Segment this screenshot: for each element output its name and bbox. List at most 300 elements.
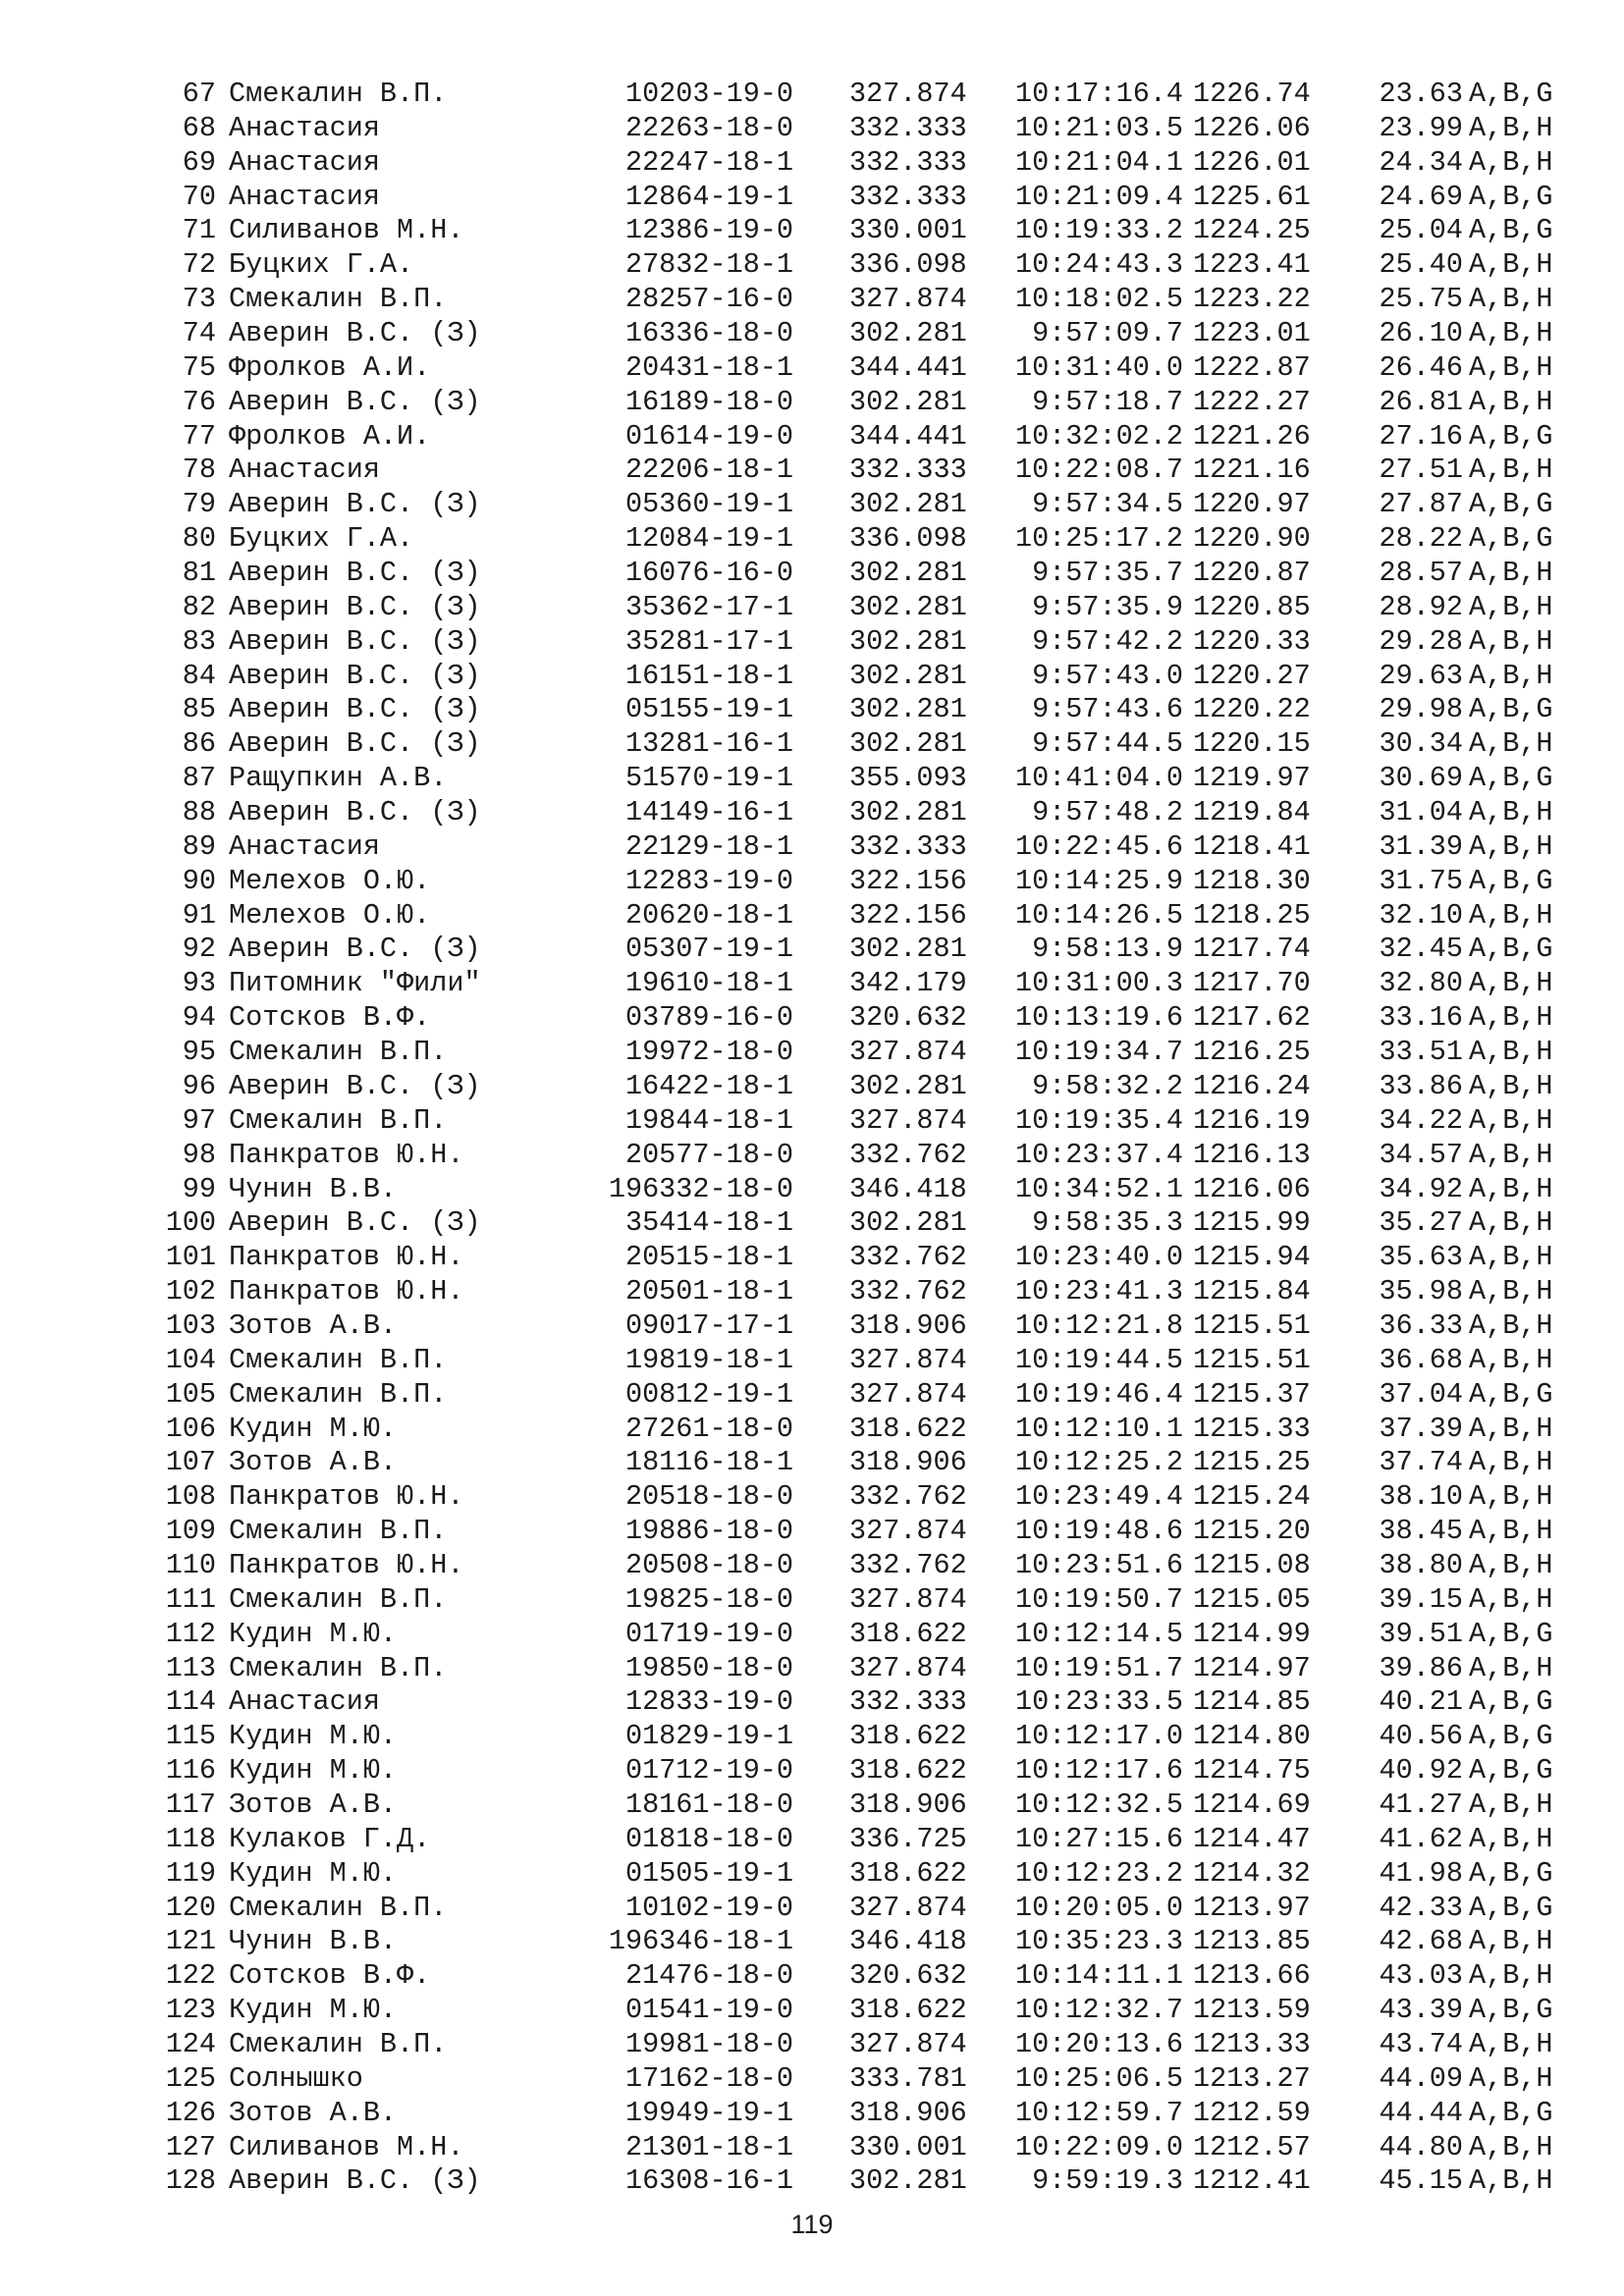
row-number: 99	[182, 1172, 216, 1205]
arrival-time: 9:58:32.2	[1032, 1069, 1183, 1102]
ring-number: 20508-18-0	[624, 1548, 793, 1581]
points-value: 1215.24	[1193, 1480, 1311, 1514]
table-row	[0, 1275, 1624, 1309]
ring-number: 20501-18-1	[624, 1275, 793, 1308]
coefficient-value: 23.99	[1379, 111, 1463, 144]
speed-value: 318.622	[849, 1720, 967, 1753]
row-number: 122	[165, 1959, 216, 1993]
speed-value: 332.333	[849, 454, 967, 487]
table-row	[0, 1515, 1624, 1549]
ring-number: 21476-18-0	[624, 1959, 793, 1993]
coefficient-value: 27.16	[1379, 419, 1463, 453]
speed-value: 302.281	[849, 727, 967, 761]
table-row	[0, 248, 1624, 283]
row-number: 104	[165, 1343, 216, 1376]
table-row	[0, 1892, 1624, 1926]
points-value: 1213.27	[1193, 2061, 1311, 2095]
points-value: 1226.06	[1193, 111, 1311, 144]
speed-value: 332.762	[849, 1241, 967, 1274]
points-value: 1213.59	[1193, 1994, 1311, 2027]
coefficient-value: 39.86	[1379, 1651, 1463, 1684]
speed-value: 332.762	[849, 1138, 967, 1171]
table-row	[0, 1480, 1624, 1515]
ring-number: 13281-16-1	[624, 727, 793, 761]
class-codes: A,B,H	[1469, 1308, 1553, 1342]
table-row	[0, 1070, 1624, 1104]
fancier-name: Смекалин В.П.	[229, 2027, 448, 2060]
arrival-time: 10:12:21.8	[1014, 1308, 1183, 1342]
fancier-name: Анастасия	[229, 111, 380, 144]
arrival-time: 9:57:43.6	[1032, 693, 1183, 726]
table-row	[0, 522, 1624, 557]
coefficient-value: 45.15	[1379, 2164, 1463, 2198]
fancier-name: Аверин В.С. (З)	[229, 590, 481, 623]
row-number: 73	[182, 283, 216, 316]
fancier-name: Анастасия	[229, 454, 380, 487]
fancier-name: Сотсков В.Ф.	[229, 1001, 431, 1035]
points-value: 1222.87	[1193, 350, 1311, 384]
points-value: 1226.01	[1193, 145, 1311, 179]
table-row	[0, 899, 1624, 934]
class-codes: A,B,G	[1469, 933, 1553, 966]
speed-value: 344.441	[849, 419, 967, 453]
points-value: 1215.51	[1193, 1343, 1311, 1376]
arrival-time: 10:23:33.5	[1014, 1685, 1183, 1719]
coefficient-value: 32.45	[1379, 933, 1463, 966]
coefficient-value: 36.68	[1379, 1343, 1463, 1376]
arrival-time: 10:12:32.7	[1014, 1994, 1183, 2027]
arrival-time: 10:12:59.7	[1014, 2096, 1183, 2129]
points-value: 1216.13	[1193, 1138, 1311, 1171]
ring-number: 20431-18-1	[624, 350, 793, 384]
coefficient-value: 40.92	[1379, 1754, 1463, 1788]
coefficient-value: 31.75	[1379, 864, 1463, 897]
row-number: 111	[165, 1582, 216, 1616]
class-codes: A,B,G	[1469, 1617, 1553, 1650]
fancier-name: Панкратов Ю.Н.	[229, 1548, 464, 1581]
speed-value: 336.098	[849, 522, 967, 556]
ring-number: 28257-16-0	[624, 283, 793, 316]
table-row	[0, 1857, 1624, 1892]
points-value: 1219.97	[1193, 762, 1311, 795]
table-row	[0, 454, 1624, 488]
points-value: 1215.05	[1193, 1582, 1311, 1616]
ring-number: 20577-18-0	[624, 1138, 793, 1171]
coefficient-value: 42.33	[1379, 1891, 1463, 1924]
coefficient-value: 43.03	[1379, 1959, 1463, 1993]
class-codes: A,B,G	[1469, 1891, 1553, 1924]
table-row	[0, 283, 1624, 317]
table-row	[0, 1583, 1624, 1618]
speed-value: 327.874	[849, 1343, 967, 1376]
table-row	[0, 1036, 1624, 1070]
speed-value: 302.281	[849, 659, 967, 692]
class-codes: A,B,H	[1469, 796, 1553, 829]
points-value: 1213.33	[1193, 2027, 1311, 2060]
points-value: 1215.20	[1193, 1515, 1311, 1548]
table-row	[0, 2028, 1624, 2062]
ring-number: 01541-19-0	[624, 1994, 793, 2027]
arrival-time: 10:22:45.6	[1014, 829, 1183, 863]
coefficient-value: 38.10	[1379, 1480, 1463, 1514]
arrival-time: 10:12:10.1	[1014, 1412, 1183, 1445]
coefficient-value: 42.68	[1379, 1925, 1463, 1958]
row-number: 97	[182, 1103, 216, 1137]
fancier-name: Чунин В.В.	[229, 1925, 398, 1958]
class-codes: A,B,H	[1469, 1480, 1553, 1514]
points-value: 1215.33	[1193, 1412, 1311, 1445]
points-value: 1220.90	[1193, 522, 1311, 556]
row-number: 85	[182, 693, 216, 726]
row-number: 84	[182, 659, 216, 692]
row-number: 127	[165, 2130, 216, 2163]
points-value: 1219.84	[1193, 796, 1311, 829]
ring-number: 19972-18-0	[624, 1036, 793, 1069]
coefficient-value: 25.75	[1379, 283, 1463, 316]
coefficient-value: 34.22	[1379, 1103, 1463, 1137]
ring-number: 16151-18-1	[624, 659, 793, 692]
class-codes: A,B,H	[1469, 1548, 1553, 1581]
points-value: 1220.85	[1193, 590, 1311, 623]
coefficient-value: 37.74	[1379, 1446, 1463, 1479]
fancier-name: Аверин В.С. (З)	[229, 2164, 481, 2198]
row-number: 93	[182, 967, 216, 1000]
class-codes: A,B,G	[1469, 1720, 1553, 1753]
table-row	[0, 1618, 1624, 1652]
arrival-time: 10:23:51.6	[1014, 1548, 1183, 1581]
arrival-time: 10:20:05.0	[1014, 1891, 1183, 1924]
ring-number: 22206-18-1	[624, 454, 793, 487]
arrival-time: 10:21:09.4	[1014, 180, 1183, 213]
row-number: 126	[165, 2096, 216, 2129]
fancier-name: Аверин В.С. (З)	[229, 693, 481, 726]
points-value: 1214.99	[1193, 1617, 1311, 1650]
class-codes: A,B,H	[1469, 659, 1553, 692]
row-number: 103	[165, 1308, 216, 1342]
ring-number: 35414-18-1	[624, 1206, 793, 1240]
points-value: 1214.97	[1193, 1651, 1311, 1684]
speed-value: 332.762	[849, 1275, 967, 1308]
class-codes: A,B,H	[1469, 1103, 1553, 1137]
table-row	[0, 591, 1624, 625]
class-codes: A,B,H	[1469, 145, 1553, 179]
coefficient-value: 29.63	[1379, 659, 1463, 692]
arrival-time: 10:35:23.3	[1014, 1925, 1183, 1958]
ring-number: 20515-18-1	[624, 1241, 793, 1274]
coefficient-value: 29.98	[1379, 693, 1463, 726]
table-row	[0, 1001, 1624, 1036]
speed-value: 318.906	[849, 1446, 967, 1479]
speed-value: 332.333	[849, 180, 967, 213]
speed-value: 302.281	[849, 488, 967, 521]
ring-number: 01829-19-1	[624, 1720, 793, 1753]
row-number: 74	[182, 317, 216, 350]
arrival-time: 10:24:43.3	[1014, 248, 1183, 282]
ring-number: 01505-19-1	[624, 1856, 793, 1890]
class-codes: A,B,H	[1469, 1925, 1553, 1958]
row-number: 118	[165, 1822, 216, 1855]
speed-value: 346.418	[849, 1925, 967, 1958]
arrival-time: 10:12:17.6	[1014, 1754, 1183, 1788]
speed-value: 302.281	[849, 590, 967, 623]
points-value: 1224.25	[1193, 214, 1311, 247]
coefficient-value: 25.04	[1379, 214, 1463, 247]
speed-value: 302.281	[849, 2164, 967, 2198]
row-number: 87	[182, 762, 216, 795]
points-value: 1215.25	[1193, 1446, 1311, 1479]
speed-value: 318.906	[849, 2096, 967, 2129]
table-row	[0, 1241, 1624, 1275]
fancier-name: Кулаков Г.Д.	[229, 1822, 431, 1855]
points-value: 1214.75	[1193, 1754, 1311, 1788]
coefficient-value: 38.80	[1379, 1548, 1463, 1581]
speed-value: 330.001	[849, 214, 967, 247]
class-codes: A,B,G	[1469, 522, 1553, 556]
page-number: 119	[790, 2210, 834, 2239]
speed-value: 318.906	[849, 1788, 967, 1821]
coefficient-value: 33.16	[1379, 1001, 1463, 1035]
ring-number: 16308-16-1	[624, 2164, 793, 2198]
class-codes: A,B,H	[1469, 1515, 1553, 1548]
arrival-time: 10:12:25.2	[1014, 1446, 1183, 1479]
coefficient-value: 26.10	[1379, 317, 1463, 350]
speed-value: 322.156	[849, 898, 967, 932]
speed-value: 332.333	[849, 829, 967, 863]
class-codes: A,B,H	[1469, 385, 1553, 418]
arrival-time: 10:14:26.5	[1014, 898, 1183, 932]
fancier-name: Буцких Г.А.	[229, 248, 414, 282]
table-row	[0, 557, 1624, 591]
row-number: 79	[182, 488, 216, 521]
fancier-name: Фролков А.И.	[229, 419, 431, 453]
row-number: 115	[165, 1720, 216, 1753]
class-codes: A,B,H	[1469, 454, 1553, 487]
coefficient-value: 44.44	[1379, 2096, 1463, 2129]
points-value: 1218.25	[1193, 898, 1311, 932]
table-row	[0, 933, 1624, 967]
row-number: 109	[165, 1515, 216, 1548]
class-codes: A,B,H	[1469, 898, 1553, 932]
class-codes: A,B,H	[1469, 1069, 1553, 1102]
arrival-time: 9:58:13.9	[1032, 933, 1183, 966]
row-number: 94	[182, 1001, 216, 1035]
arrival-time: 10:13:19.6	[1014, 1001, 1183, 1035]
arrival-time: 10:34:52.1	[1014, 1172, 1183, 1205]
table-row	[0, 1925, 1624, 1959]
coefficient-value: 41.98	[1379, 1856, 1463, 1890]
fancier-name: Кудин М.Ю.	[229, 1994, 398, 2027]
coefficient-value: 39.15	[1379, 1582, 1463, 1616]
class-codes: A,B,H	[1469, 2164, 1553, 2198]
fancier-name: Зотов А.В.	[229, 1788, 398, 1821]
points-value: 1212.41	[1193, 2164, 1311, 2198]
class-codes: A,B,G	[1469, 1856, 1553, 1890]
coefficient-value: 41.62	[1379, 1822, 1463, 1855]
coefficient-value: 34.92	[1379, 1172, 1463, 1205]
class-codes: A,B,H	[1469, 1001, 1553, 1035]
row-number: 121	[165, 1925, 216, 1958]
speed-value: 330.001	[849, 2130, 967, 2163]
row-number: 107	[165, 1446, 216, 1479]
speed-value: 332.762	[849, 1548, 967, 1581]
table-row	[0, 1173, 1624, 1207]
coefficient-value: 27.51	[1379, 454, 1463, 487]
table-row	[0, 2131, 1624, 2165]
ring-number: 05307-19-1	[624, 933, 793, 966]
arrival-time: 10:31:00.3	[1014, 967, 1183, 1000]
ring-number: 10102-19-0	[624, 1891, 793, 1924]
class-codes: A,B,H	[1469, 2061, 1553, 2095]
fancier-name: Ращупкин А.В.	[229, 762, 448, 795]
row-number: 91	[182, 898, 216, 932]
table-row	[0, 317, 1624, 351]
table-row	[0, 1823, 1624, 1857]
ring-number: 17162-18-0	[624, 2061, 793, 2095]
row-number: 70	[182, 180, 216, 213]
fancier-name: Анастасия	[229, 180, 380, 213]
arrival-time: 9:57:34.5	[1032, 488, 1183, 521]
coefficient-value: 28.57	[1379, 557, 1463, 590]
ring-number: 05155-19-1	[624, 693, 793, 726]
row-number: 124	[165, 2027, 216, 2060]
arrival-time: 10:41:04.0	[1014, 762, 1183, 795]
table-row	[0, 2062, 1624, 2097]
row-number: 77	[182, 419, 216, 453]
speed-value: 320.632	[849, 1001, 967, 1035]
points-value: 1217.62	[1193, 1001, 1311, 1035]
table-row	[0, 1994, 1624, 2028]
points-value: 1212.59	[1193, 2096, 1311, 2129]
ring-number: 19850-18-0	[624, 1651, 793, 1684]
table-row	[0, 1789, 1624, 1823]
arrival-time: 10:23:40.0	[1014, 1241, 1183, 1274]
arrival-time: 10:23:41.3	[1014, 1275, 1183, 1308]
table-row	[0, 1549, 1624, 1583]
points-value: 1220.15	[1193, 727, 1311, 761]
speed-value: 327.874	[849, 1582, 967, 1616]
class-codes: A,B,H	[1469, 317, 1553, 350]
speed-value: 327.874	[849, 1891, 967, 1924]
fancier-name: Питомник "Фили"	[229, 967, 481, 1000]
class-codes: A,B,H	[1469, 1206, 1553, 1240]
row-number: 125	[165, 2061, 216, 2095]
ring-number: 12864-19-1	[624, 180, 793, 213]
speed-value: 327.874	[849, 2027, 967, 2060]
fancier-name: Сотсков В.Ф.	[229, 1959, 431, 1993]
fancier-name: Аверин В.С. (З)	[229, 796, 481, 829]
row-number: 120	[165, 1891, 216, 1924]
table-row	[0, 660, 1624, 694]
arrival-time: 10:12:14.5	[1014, 1617, 1183, 1650]
points-value: 1220.33	[1193, 624, 1311, 658]
results-table	[0, 78, 1624, 2199]
fancier-name: Буцких Г.А.	[229, 522, 414, 556]
class-codes: A,B,H	[1469, 111, 1553, 144]
fancier-name: Панкратов Ю.Н.	[229, 1480, 464, 1514]
table-row	[0, 420, 1624, 454]
ring-number: 16336-18-0	[624, 317, 793, 350]
coefficient-value: 44.09	[1379, 2061, 1463, 2095]
speed-value: 302.281	[849, 1069, 967, 1102]
ring-number: 05360-19-1	[624, 488, 793, 521]
coefficient-value: 31.04	[1379, 796, 1463, 829]
fancier-name: Смекалин В.П.	[229, 1377, 448, 1411]
class-codes: A,B,H	[1469, 1446, 1553, 1479]
coefficient-value: 23.63	[1379, 78, 1463, 110]
class-codes: A,B,H	[1469, 350, 1553, 384]
arrival-time: 10:19:48.6	[1014, 1515, 1183, 1548]
ring-number: 19886-18-0	[624, 1515, 793, 1548]
ring-number: 16076-16-0	[624, 557, 793, 590]
table-row	[0, 796, 1624, 830]
ring-number: 01818-18-0	[624, 1822, 793, 1855]
ring-number: 01719-19-0	[624, 1617, 793, 1650]
points-value: 1216.25	[1193, 1036, 1311, 1069]
coefficient-value: 37.04	[1379, 1377, 1463, 1411]
ring-number: 196332-18-0	[608, 1172, 793, 1205]
speed-value: 333.781	[849, 2061, 967, 2095]
table-row	[0, 2164, 1624, 2199]
row-number: 88	[182, 796, 216, 829]
coefficient-value: 30.34	[1379, 727, 1463, 761]
speed-value: 346.418	[849, 1172, 967, 1205]
points-value: 1216.19	[1193, 1103, 1311, 1137]
class-codes: A,B,G	[1469, 1754, 1553, 1788]
arrival-time: 10:31:40.0	[1014, 350, 1183, 384]
arrival-time: 10:14:11.1	[1014, 1959, 1183, 1993]
points-value: 1213.97	[1193, 1891, 1311, 1924]
class-codes: A,B,G	[1469, 214, 1553, 247]
speed-value: 332.762	[849, 1480, 967, 1514]
speed-value: 318.622	[849, 1617, 967, 1650]
class-codes: A,B,H	[1469, 727, 1553, 761]
coefficient-value: 30.69	[1379, 762, 1463, 795]
arrival-time: 10:21:03.5	[1014, 111, 1183, 144]
ring-number: 19949-19-1	[624, 2096, 793, 2129]
points-value: 1215.94	[1193, 1241, 1311, 1274]
fancier-name: Мелехов О.Ю.	[229, 898, 431, 932]
class-codes: A,B,H	[1469, 967, 1553, 1000]
fancier-name: Кудин М.Ю.	[229, 1856, 398, 1890]
arrival-time: 10:25:17.2	[1014, 522, 1183, 556]
ring-number: 21301-18-1	[624, 2130, 793, 2163]
speed-value: 302.281	[849, 693, 967, 726]
table-row	[0, 762, 1624, 796]
row-number: 95	[182, 1036, 216, 1069]
arrival-time: 10:19:50.7	[1014, 1582, 1183, 1616]
points-value: 1221.16	[1193, 454, 1311, 487]
arrival-time: 9:59:19.3	[1032, 2164, 1183, 2198]
points-value: 1213.66	[1193, 1959, 1311, 1993]
fancier-name: Смекалин В.П.	[229, 1891, 448, 1924]
row-number: 83	[182, 624, 216, 658]
coefficient-value: 43.39	[1379, 1994, 1463, 2027]
speed-value: 318.622	[849, 1754, 967, 1788]
class-codes: A,B,G	[1469, 1994, 1553, 2027]
speed-value: 332.333	[849, 1685, 967, 1719]
table-row	[0, 78, 1624, 112]
fancier-name: Смекалин В.П.	[229, 1515, 448, 1548]
arrival-time: 10:19:33.2	[1014, 214, 1183, 247]
fancier-name: Силиванов М.Н.	[229, 2130, 464, 2163]
arrival-time: 10:19:34.7	[1014, 1036, 1183, 1069]
table-row	[0, 181, 1624, 215]
row-number: 119	[165, 1856, 216, 1890]
fancier-name: Смекалин В.П.	[229, 1651, 448, 1684]
row-number: 80	[182, 522, 216, 556]
coefficient-value: 27.87	[1379, 488, 1463, 521]
table-row	[0, 693, 1624, 727]
